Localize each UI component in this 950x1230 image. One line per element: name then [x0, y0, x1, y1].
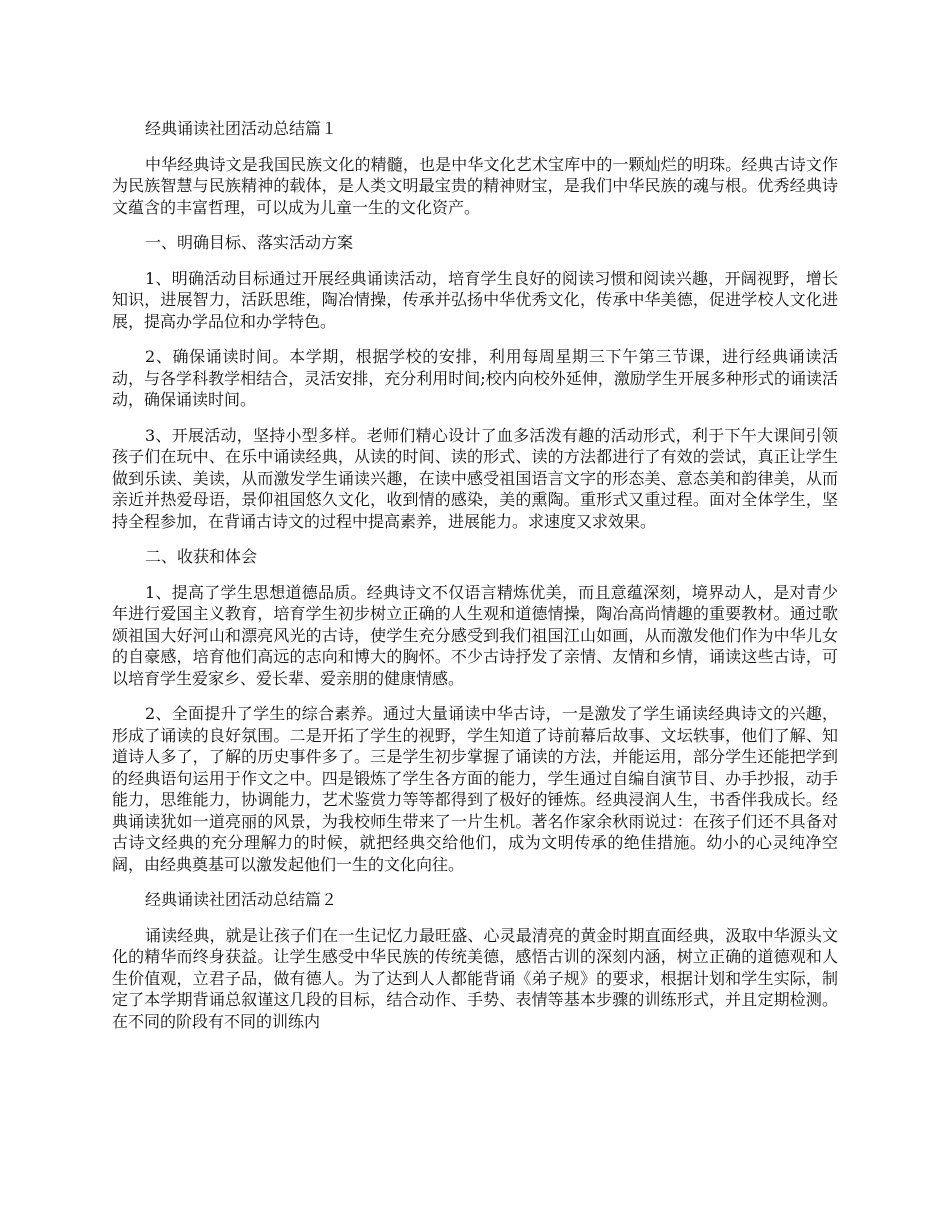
- paragraph: 1、提高了学生思想道德品质。经典诗文不仅语言精炼优美，而且意蕴深刻，境界动人，是对青少年进行爱国主义教育，培育学生初步树立正确的人生观和道德情操，陶冶高尚情趣的重要教材。通过歌颂祖国大好河山和漂亮风光的古诗，使学生充分感受到我们祖国江山如画，从而激发他们作为中华儿女的自豪感，培育他们高远的志向和博大的胸怀。不少古诗抒发了亲情、友情和乡情，诵读这些古诗，可以培育学生爱家乡、爱长辈、爱亲朋的健康情感。: [112, 582, 838, 688]
- paragraph: 2、确保诵读时间。本学期，根据学校的安排，利用每周星期三下午第三节课，进行经典诵读活动，与各学科教学相结合，灵活安排，充分利用时间;校内向校外延伸，激励学生开展多种形式的诵读活动，确保诵读时间。: [112, 347, 838, 409]
- section-title-2: 经典诵读社团活动总结篇２: [145, 890, 338, 909]
- paragraph: 3、开展活动，坚持小型多样。老师们精心设计了血多活泼有趣的活动形式，利于下午大课间引领孩子们在玩中、在乐中诵读经典，从读的时间、读的形式、读的方法都进行了有效的尝试，真正让学生做到乐读、美读，从而激发学生诵读兴趣，在读中感受祖国语言文字的形态美、意态美和韵律美，从而亲近并热爱母语，景仰祖国悠久文化，收到情的感染，美的熏陶。重形式又重过程。面对全体学生，坚持全程参加，在背诵古诗文的过程中提高素养，进展能力。求速度又求效果。: [112, 425, 838, 531]
- paragraph: 1、明确活动目标通过开展经典诵读活动，培育学生良好的阅读习惯和阅读兴趣，开阔视野，增长知识，进展智力，活跃思维，陶冶情操，传承并弘扬中华优秀文化，传承中华美德，促进学校人文化进展，提高办学品位和办学特色。: [112, 268, 838, 331]
- paragraph: 诵读经典，就是让孩子们在一生记忆力最旺盛、心灵最清亮的黄金时期直面经典，汲取中华源头文化的精华而终身获益。让学生感受中华民族的传统美德，感悟古训的深刻内涵，树立正确的道德观和人生价值观，立君子品，做有德人。为了达到人人都能背诵《弟子规》的要求，根据计划和学生实际，制定了本学期背诵总叙谨这几段的目标，结合动作、手势、表情等基本步骤的训练形式，并且定期检测。在不同的阶段有不同的训练内: [112, 925, 838, 1031]
- paragraph: 2、全面提升了学生的综合素养。通过大量诵读中华古诗，一是激发了学生诵读经典诗文的兴趣，形成了诵读的良好氛围。二是开拓了学生的视野，学生知道了诗前幕后故事、文坛轶事，他们了解、知道诗人多了，了解的历史事件多了。三是学生初步掌握了诵读的方法，并能运用，部分学生还能把学到的经典语句运用于作文之中。四是锻炼了学生各方面的能力，学生通过自编自演节目、办手抄报，动手能力，思维能力，协调能力，艺术鉴赏力等等都得到了极好的锤炼。经典浸润人生，书香伴我成长。经典诵读犹如一道亮丽的风景，为我校师生带来了一片生机。著名作家余秋雨说过：在孩子们还不具备对古诗文经典的充分理解力的时候，就把经典交给他们，成为文明传承的绝佳措施。幼小的心灵纯净空阔，由经典奠基可以激发起他们一生的文化向往。: [112, 704, 838, 874]
- document-body: [112, 118, 838, 1046]
- subheading-goals: 一、明确目标、落实活动方案: [145, 233, 354, 252]
- paragraph: 中华经典诗文是我国民族文化的精髓，也是中华文化艺术宝库中的一颗灿烂的明珠。经典古诗文作为民族智慧与民族精神的载体，是人类文明最宝贵的精神财宝，是我们中华民族的魂与根。优秀经典诗文蕴含的丰富哲理，可以成为儿童一生的文化资产。: [112, 154, 838, 217]
- section-title-1: 经典诵读社团活动总结篇１: [145, 119, 338, 138]
- subheading-gains: 二、收获和体会: [145, 547, 258, 566]
